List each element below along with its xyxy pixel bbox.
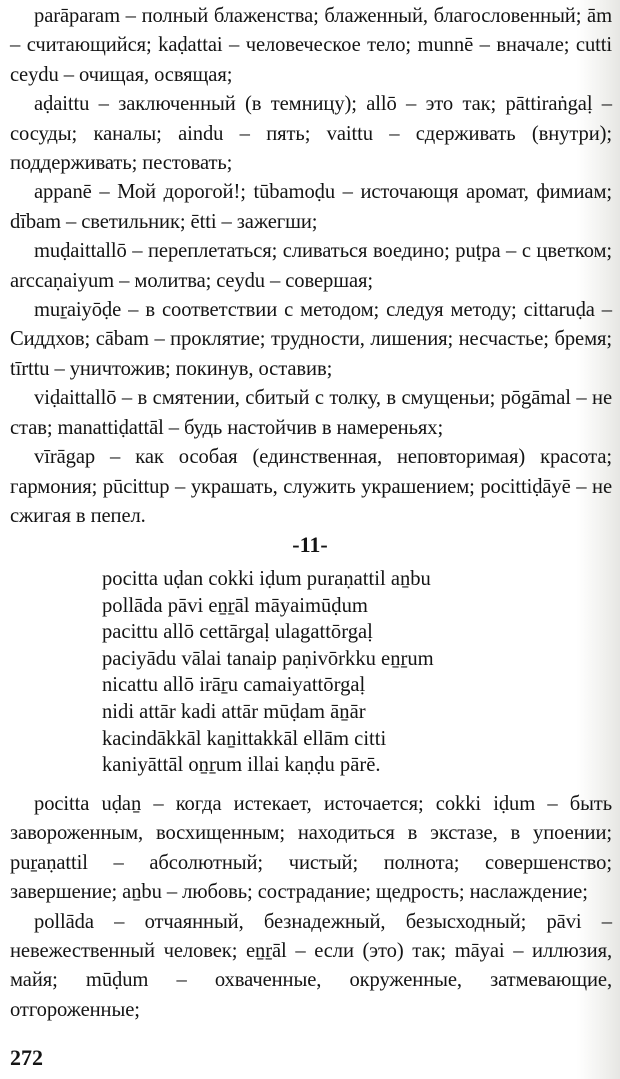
verse-line: pacittu allō cettārgaḷ ulagattōrgaḷ: [102, 621, 373, 644]
verse-line: kacindākkāl kaṉittakkāl ellām citti: [102, 727, 387, 750]
gloss-paragraph: appanē – Мой дорогой!; tūbamoḍu – источающя аромат, фимиам; dībam – светильник; ētti – зажегши;: [10, 181, 612, 233]
verse-block: [102, 566, 602, 779]
gloss-paragraph: pollāda – отчаянный, безнадежный, безысходный; pāvi – невежественный человек; eṉṟāl – если (это) так; māyai – иллюзия, майя; mūḍum – охваченные, окруженные, затмевающие, отгороженные;: [10, 910, 612, 1021]
glossary-bottom: [10, 790, 612, 1025]
gloss-paragraph: vīrāgap – как особая (единственная, неповторимая) красота; гармония; pūcittup – украшать, служить украшением; pocittiḍāyē – не сжигая в пепел.: [10, 446, 612, 527]
page-number: 272: [10, 1045, 43, 1070]
verse-line: kaniyāttāl oṉṟum illai kaṇḍu pārē.: [102, 754, 381, 777]
verse-line: pocitta uḍan cokki iḍum puraṇattil aṉbu: [102, 568, 431, 590]
gloss-paragraph: aḍaittu – заключенный (в темницу); allō – это так; pāttiraṅgaḷ – сосуды; каналы; aindu – пять; vaittu – сдерживать (внутри); поддерживать; пестовать;: [10, 93, 612, 175]
glossary-top: [10, 2, 612, 531]
gloss-paragraph: parāparam – полный блаженства; блаженный, благословенный; ām – считающийся; kaḍattai – человеческое тело; munnē – вначале; cutti ceydu – очищая, освящая;: [10, 5, 612, 86]
gloss-paragraph: muṟaiyōḍe – в соответствии с методом; следуя методу; cittaruḍa – Сиддхов; cābam – проклятие; трудности, лишения; несчастье; бремя; tīrttu – уничтожив; покинув, оставив;: [10, 299, 612, 380]
verse-number-heading: -11-: [292, 532, 328, 557]
gloss-paragraph: pocitta uḍaṉ – когда истекает, источается; cokki iḍum – быть завороженным, восхищенным; находиться в экстазе, в упоении; puṟaṇattil – абсолютный; чистый; полнота; совершенство; завершение; aṉbu – любовь; сострадание; щедрость; наслаждение;: [10, 793, 612, 904]
verse-line: nicattu allō irāṟu camaiyattōrgaḷ: [102, 674, 366, 697]
verse-line: paciyādu vālai tanaip paṇivōrkku eṉṟum: [102, 647, 434, 670]
gloss-paragraph: viḍaittallō – в смятении, сбитый с толку, в смущеньи; pōgāmal – не став; manattiḍattāl – будь настойчив в намереньях;: [10, 387, 612, 439]
gloss-paragraph: muḍaittallō – переплетаться; сливаться воедино; puṭpa – с цветком; arccaṇaiyum – молитва; ceydu – совершая;: [10, 240, 612, 292]
verse-line: pollāda pāvi eṉṟāl māyaimūḍum: [102, 594, 368, 617]
verse-line: nidi attār kadi attār mūḍam āṉār: [102, 700, 366, 723]
